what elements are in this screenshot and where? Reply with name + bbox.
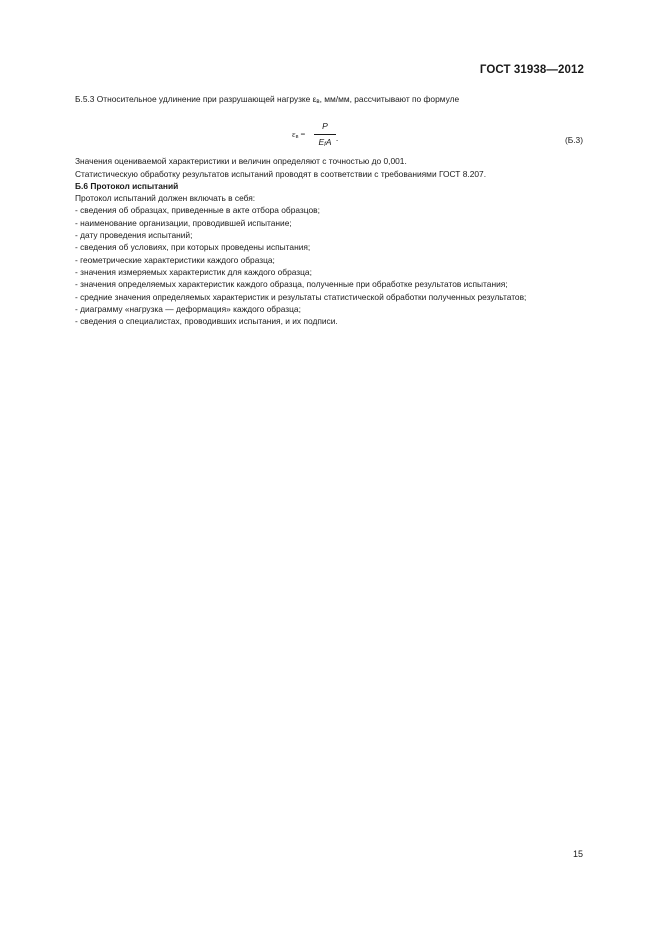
clause-b53-text-after: , мм/мм, рассчитывают по формуле [319,94,460,104]
document-body [46,93,583,327]
formula-trailing-dot: . [336,133,339,144]
list-item: - значения измеряемых характеристик для каждого образца; [75,266,312,277]
protocol-intro: Протокол испытаний должен включать в себя: [75,193,256,204]
statistics-paragraph: Статистическую обработку результатов испытаний проводят в соответствии с требованиями ГОСТ 8.207. [75,168,487,179]
formula-numerator: P [322,121,328,132]
clause-b53 [46,93,583,108]
list-item: - диаграмму «нагрузка — деформация» каждого образца; [75,303,301,314]
list-item: - сведения об образцах, приведенные в акте отбора образцов; [75,205,320,216]
elongation-symbol: $\varepsilon_в$ [312,94,320,105]
document-code-header: ГОСТ 31938—2012 [479,64,584,76]
list-item: - геометрические характеристики каждого образца; [75,254,275,265]
formula-denominator: $E_fA$ [318,136,332,148]
list-item: - сведения об условиях, при которых проведены испытания; [75,242,311,253]
formula-b3 [46,110,583,152]
formula-fraction [314,120,339,151]
section-b6-title: Б.6 Протокол испытаний [75,180,179,191]
list-item: - значения определяемых характеристик каждого образца, полученные при обработке результатов испытания; [75,279,508,290]
list-item: - дату проведения испытаний; [75,230,193,241]
list-item: - средние значения определяемых характеристик и результаты статистической обработки полученных результатов; [75,291,527,302]
formula-number: (Б.3) [564,135,583,146]
clause-b53-text-before: Б.5.3 Относительное удлинение при разрушающей нагрузке [75,94,313,104]
list-item: - сведения о специалистах, проводивших испытания, и их подписи. [75,316,338,327]
list-item: - наименование организации, проводившей испытание; [75,217,292,228]
page-number: 15 [572,849,583,859]
formula-lhs: $\varepsilon_в$ = [292,129,306,141]
precision-paragraph: Значения оцениваемой характеристики и величин определяют с точностью до 0,001. [75,156,407,167]
